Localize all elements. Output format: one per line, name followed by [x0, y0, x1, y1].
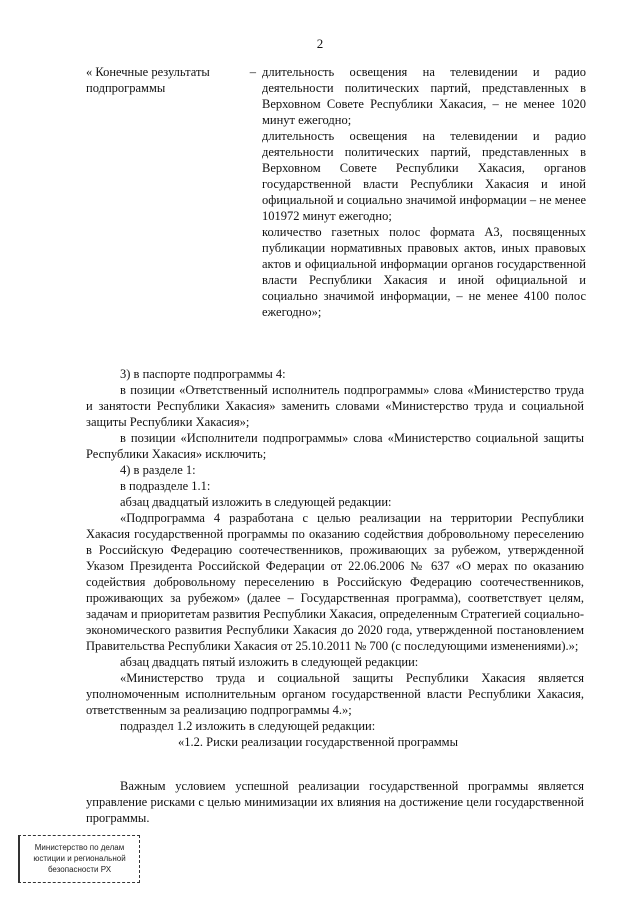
paragraph-subsection-1-1: в подразделе 1.1: — [120, 479, 211, 493]
paragraph-executors: в позиции «Исполнители подпрограммы» слова «Министерство социальной защиты Республики Хакасия» исключить; — [86, 431, 584, 461]
paragraph-twentieth-intro: абзац двадцатый изложить в следующей редакции: — [120, 495, 392, 509]
paragraph-twenty-fifth-intro: абзац двадцать пятый изложить в следующей редакции: — [120, 655, 419, 669]
registration-stamp — [18, 835, 140, 883]
paragraph-section-1: 4) в разделе 1: — [120, 463, 196, 477]
paragraph-responsible: в позиции «Ответственный исполнитель подпрограммы» слова «Министерство труда и занятости Республики Хакасия» заменить словами «Министерство труда и социальной защиты Республики Хакасия»; — [86, 383, 584, 429]
document-body — [86, 366, 584, 826]
paragraph-passport: 3) в паспорте подпрограммы 4: — [120, 367, 286, 381]
final-results-block — [86, 64, 586, 320]
final-results-label: « Конечные результаты подпрограммы — [86, 65, 210, 95]
final-results-items — [262, 64, 586, 320]
result-item: длительность освещения на телевидении и радио деятельности политических партий, представленных в Верховном Совете Республики Хакасия, органов государственной власти Республики Хакасия и иной официальной и социально значимой информации – не менее 101972 минут ежегодно; — [262, 129, 586, 223]
final-results-dash: – — [249, 65, 256, 79]
result-item: длительность освещения на телевидении и радио деятельности политических партий, представленных в Верховном Совете Республики Хакасия, – не менее 1020 минут ежегодно; — [262, 65, 586, 127]
paragraph-twentieth-text: «Подпрограмма 4 разработана с целью реализации на территории Республики Хакасия государственной программы по оказанию содействия добровольному переселению в Российскую Федерацию соотечественников, проживающих за рубежом, утвержденной Указом Президента Российской Федерации от 22.06.2006 № 637 «О мерах по оказанию содействия добровольному переселению в Российскую Федерацию соотечественников, проживающих за рубежом» (далее – Государственная программа), соответствует целям, задачам и приоритетам развития Республики Хакасия, определенным Стратегией социально-экономического развития Республики Хакасия до 2020 года, утвержденной постановлением Правительства Республики Хакасия от 25.10.2011 № 700 (с последующими изменениями).»; — [86, 511, 584, 653]
final-results-label-cell — [86, 64, 262, 320]
stamp-line: юстиции и региональной — [33, 854, 126, 863]
spacer — [86, 750, 584, 778]
paragraph-subsection-1-2: подраздел 1.2 изложить в следующей редакции: — [120, 719, 376, 733]
stamp-line: Министерство по делам — [34, 843, 125, 852]
paragraph-risk-management: Важным условием успешной реализации государственной программы является управление рисками с целью минимизации их влияния на достижение цели государственной программы. — [86, 779, 584, 825]
page-number: 2 — [316, 36, 324, 51]
final-results-row — [86, 64, 586, 320]
section-heading: «1.2. Риски реализации государственной программы — [178, 735, 458, 749]
paragraph-twenty-fifth-text: «Министерство труда и социальной защиты Республики Хакасия является уполномоченным исполнительным органом государственной власти Республики Хакасия, ответственным за реализацию подпрограммы 4.»; — [86, 671, 584, 717]
result-item: количество газетных полос формата А3, посвященных публикации нормативных правовых актов, иных правовых актов и официальной информации органов государственной власти Республики Хакасия и иной официальной и социально значимой информации, – не менее 4100 полос ежегодно»; — [262, 225, 586, 319]
stamp-line: безопасности РХ — [47, 865, 112, 874]
